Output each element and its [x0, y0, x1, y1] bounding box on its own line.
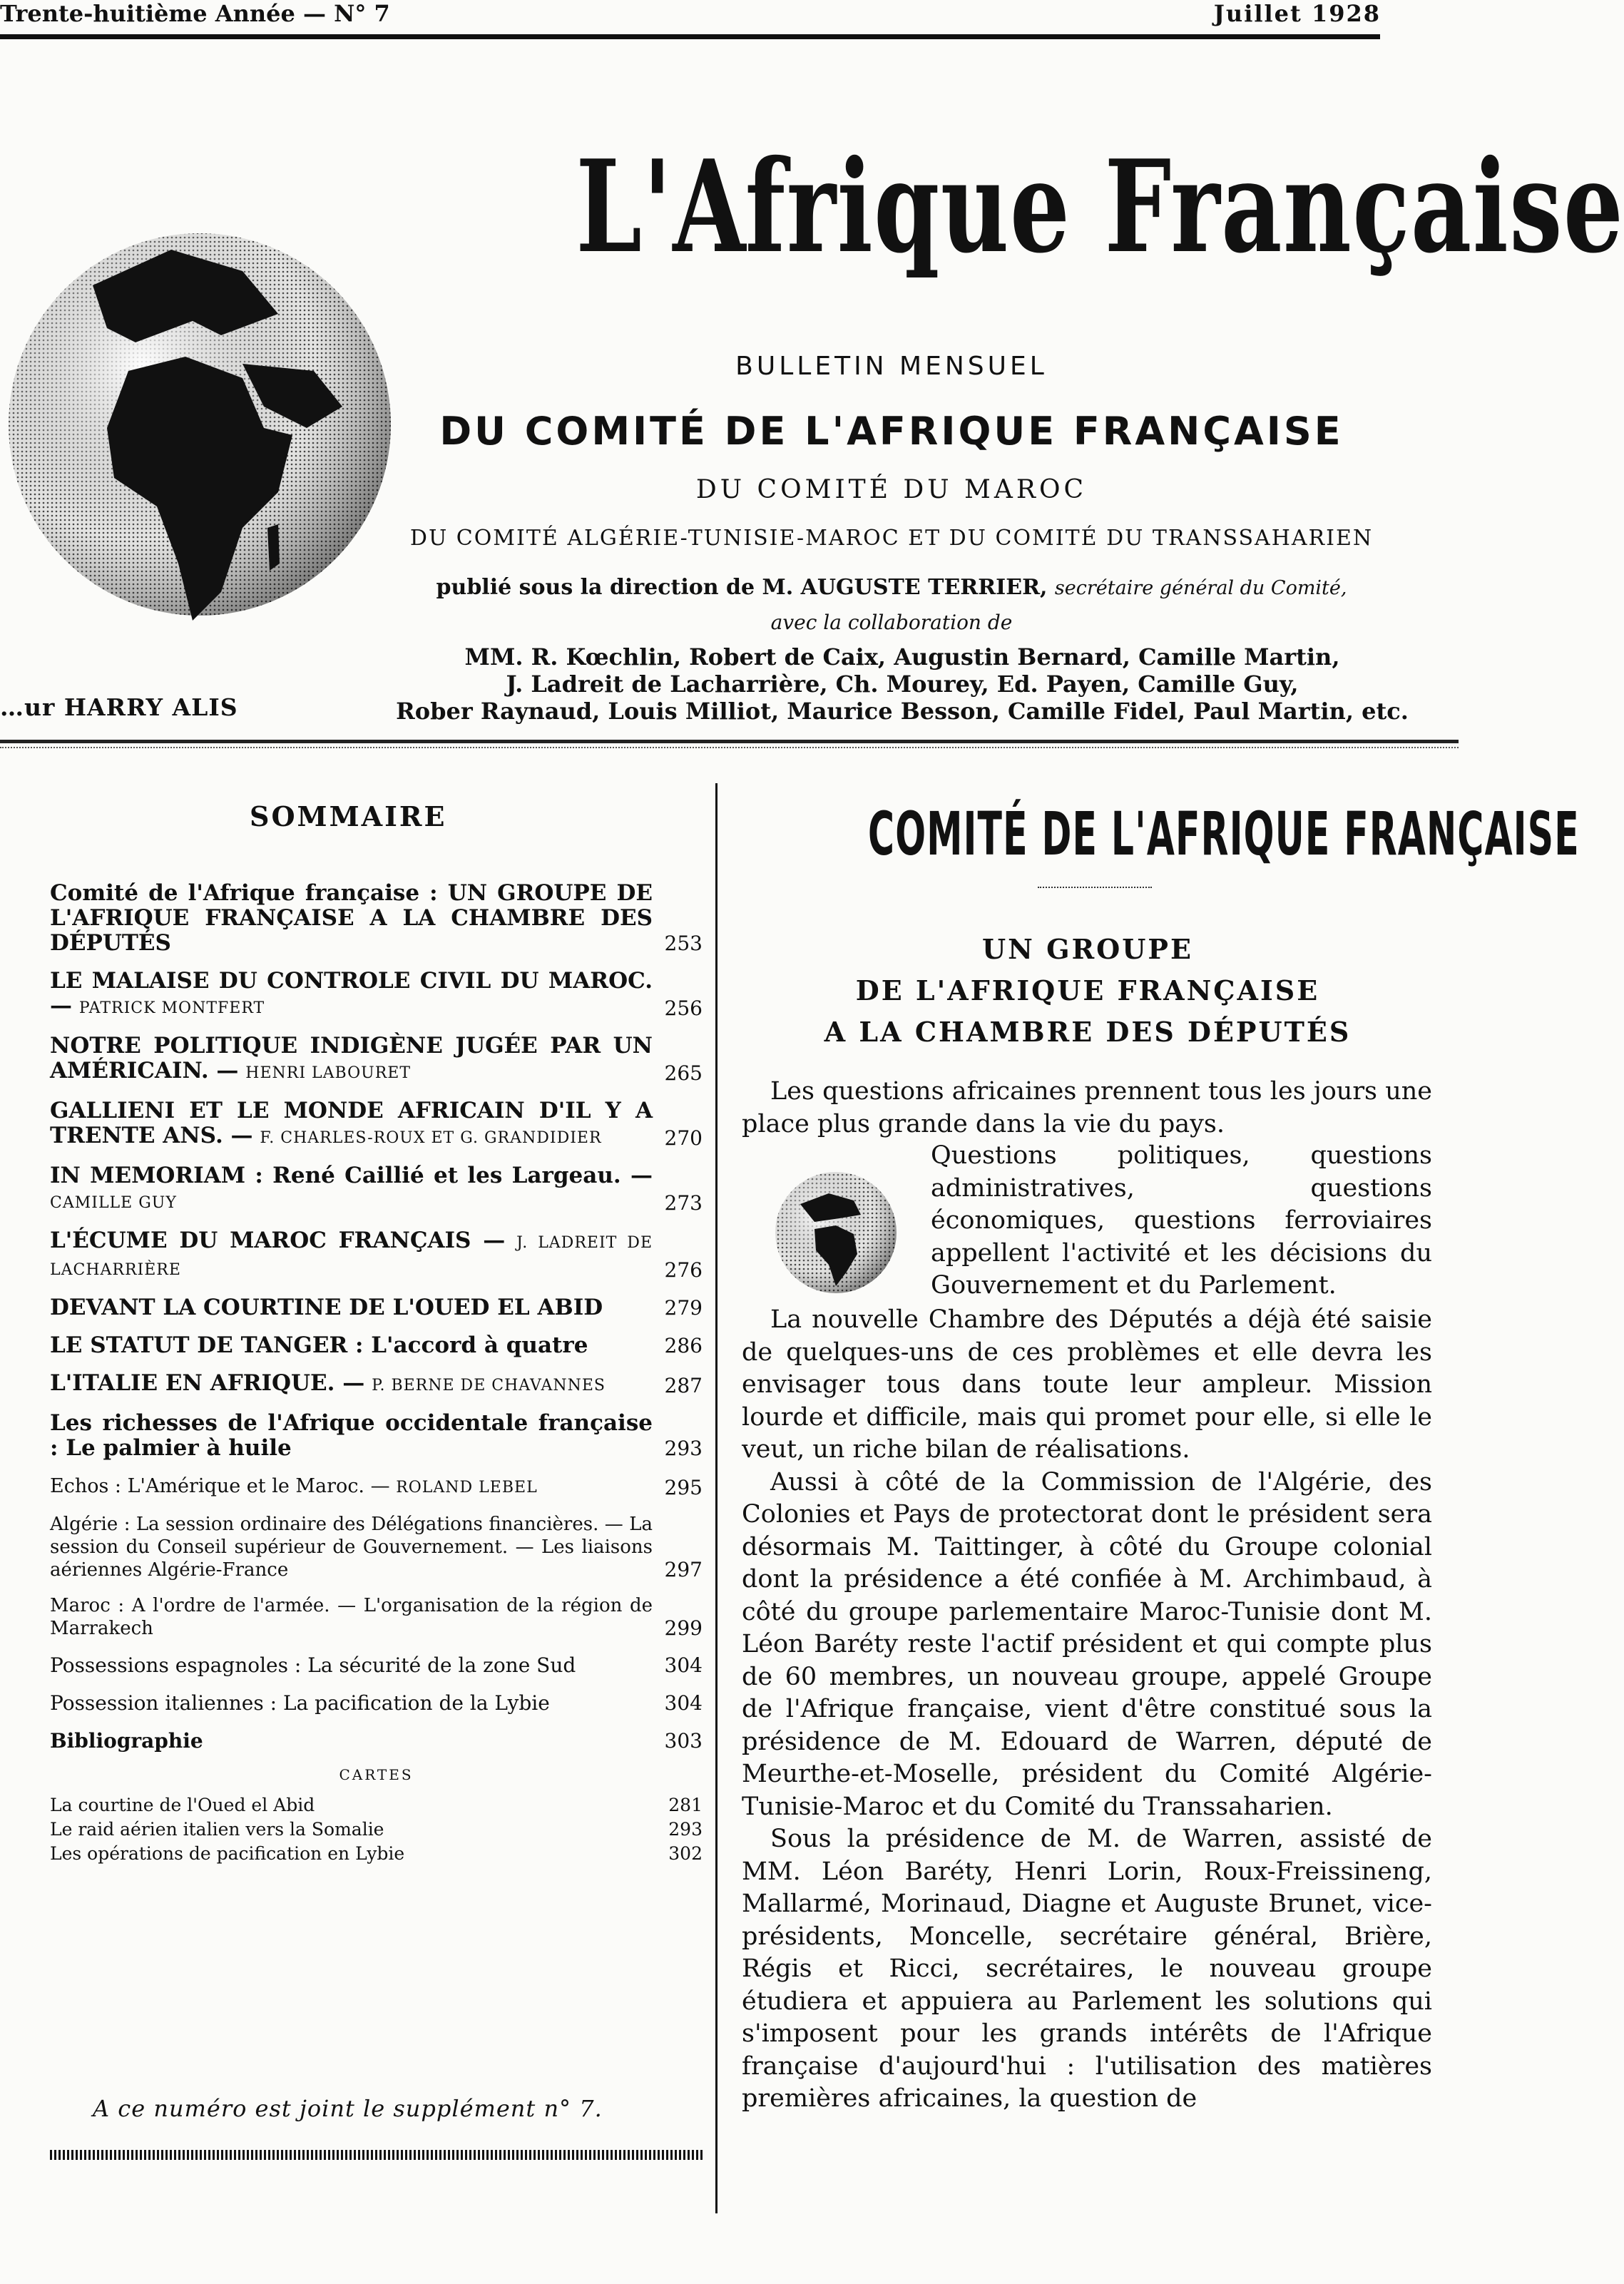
small-globe-illustration [772, 1168, 900, 1300]
supplement-note: A ce numéro est joint le supplément n° 7. [93, 2095, 603, 2122]
toc-entry [50, 1474, 703, 1500]
issue-date: Juillet 1928 [1213, 0, 1381, 27]
carte-label: Les opérations de pacification en Lybie [50, 1843, 405, 1864]
toc-entry [50, 1371, 703, 1398]
column-divider [715, 783, 717, 2213]
carte-label: La courtine de l'Oued el Abid [50, 1795, 315, 1815]
toc-entry-text: Bibliographie [50, 1729, 203, 1753]
cartes-title: CARTES [339, 1766, 414, 1783]
issue-number: Trente-huitième Année — N° 7 [0, 0, 390, 27]
carte-page: 302 [668, 1843, 703, 1864]
toc-entry [50, 1411, 703, 1461]
toc-entry-text: NOTRE POLITIQUE INDIGÈNE JUGÉE PAR UN AMÉRICAIN. — [50, 1033, 653, 1084]
collaborators-line: Rober Raynaud, Louis Milliot, Maurice Besson, Camille Fidel, Paul Martin, etc. [396, 698, 1409, 725]
toc-entry [50, 1098, 703, 1151]
toc-entry [50, 969, 703, 1021]
toc-entry-text: LE STATUT DE TANGER : L'accord à quatre [50, 1332, 588, 1358]
comite-heading: DU COMITÉ DE L'AFRIQUE FRANÇAISE [439, 409, 1344, 454]
toc-page: 253 [664, 932, 703, 955]
masthead-dotted-rule [0, 747, 1459, 748]
toc-author: P. BERNE DE CHAVANNES [372, 1377, 606, 1395]
article-paragraph-text: Aussi à côté de la Commission de l'Algérie, des Colonies et Pays de protectorat dont le président sera désormais M. Taittinger, à côté du Groupe colonial dont la présidence a été confiée à M. Archimbaud, à côté du groupe parlementaire Maroc-Tunisie dont M. Léon Baréty reste l'actif président et qui compte plus de 60 membres, un nouveau groupe, appelé Groupe de l'Afrique française, vient d'être constitué sous la présidence de M. Edouard de Warren, député de Meurthe-et-Moselle, président du Comité Algérie-Tunisie-Maroc et du Comité du Transsaharien. [742, 1467, 1432, 1821]
article-subtitle-line: UN GROUPE [982, 933, 1193, 965]
toc-page: 286 [664, 1334, 703, 1357]
article-subtitle-line: DE L'AFRIQUE FRANÇAISE [855, 974, 1320, 1006]
toc-page: 295 [664, 1476, 703, 1499]
toc-page: 270 [664, 1126, 703, 1150]
article-subtitle-line: A LA CHAMBRE DES DÉPUTÉS [824, 1016, 1352, 1048]
article-paragraph-text: Questions politiques, questions administratives, questions économiques, questions ferroviaires appellent l'activité et les décisions du Gouvernement et du Parlement. [931, 1141, 1432, 1300]
toc-entry-text: Possessions espagnoles : La sécurité de la zone Sud [50, 1653, 576, 1677]
toc-author: J. LADREIT DE LACHARRIÈRE [50, 1234, 653, 1279]
toc-page: 273 [664, 1191, 703, 1215]
collaborators-line: J. Ladreit de Lacharrière, Ch. Mourey, Ed. Payen, Camille Guy, [506, 671, 1299, 698]
toc-entry [50, 1513, 703, 1581]
header-rule [0, 34, 1380, 39]
toc-page: 304 [664, 1653, 703, 1677]
globe-illustration [7, 193, 392, 659]
toc-entry-text: DEVANT LA COURTINE DE L'OUED EL ABID [50, 1295, 603, 1320]
toc-entry-text: Maroc : A l'ordre de l'armée. — L'organisation de la région de Marrakech [50, 1595, 653, 1639]
article-paragraph [742, 1076, 1432, 1141]
wrapped-paragraph [931, 1140, 1432, 1302]
carte-label: Le raid aérien italien vers la Somalie [50, 1819, 384, 1840]
bottom-hatched-rule [50, 2150, 705, 2160]
carte-entry [50, 1793, 703, 1817]
toc-entry-text: GALLIENI ET LE MONDE AFRICAIN D'IL Y A TRENTE ANS. — [50, 1098, 653, 1148]
collaborators [371, 643, 1434, 725]
article-paragraph-text: La nouvelle Chambre des Députés a déjà été saisie de quelques-uns de ces problèmes et elle devra les envisager tous dans toute leur ampleur. Mission lourde et difficile, mais qui promet pour elle, si elle le veut, un riche bilan de réalisations. [742, 1305, 1432, 1464]
direction-line [357, 575, 1426, 600]
carte-entry [50, 1817, 703, 1842]
toc-entry-text: L'ITALIE EN AFRIQUE. — [50, 1370, 365, 1396]
toc-entry-text: Les richesses de l'Afrique occidentale française : Le palmier à huile [50, 1410, 653, 1461]
globe-icon [7, 193, 392, 656]
table-of-contents [50, 881, 703, 1866]
toc-page: 297 [664, 1558, 703, 1581]
bulletin-subtitle: BULLETIN MENSUEL [735, 352, 1048, 381]
toc-entry-text: Algérie : La session ordinaire des Délégations financières. — La session du Conseil supérieur de Gouvernement. — Les liaisons aériennes Algérie-France [50, 1514, 653, 1581]
toc-author: HENRI LABOURET [245, 1064, 411, 1082]
toc-author: PATRICK MONTFERT [78, 999, 265, 1017]
carte-entry [50, 1842, 703, 1866]
article-subtitle [727, 929, 1448, 1053]
toc-entry [50, 1295, 703, 1320]
toc-entry [50, 1333, 703, 1358]
section-title: COMITÉ DE L'AFRIQUE FRANÇAISE [868, 799, 1580, 869]
toc-page: 265 [664, 1061, 703, 1085]
article-body [742, 1304, 1432, 2116]
toc-page: 276 [664, 1258, 703, 1282]
toc-author: F. CHARLES-ROUX ET G. GRANDIDIER [260, 1129, 602, 1147]
toc-page: 299 [664, 1616, 703, 1640]
toc-entry-text: Comité de l'Afrique française : UN GROUPE DE L'AFRIQUE FRANÇAISE A LA CHAMBRE DES DÉPUTÉS [50, 880, 653, 956]
small-globe-icon [772, 1168, 900, 1297]
toc-entry-text: IN MEMORIAM : René Caillié et les Largeau. — [50, 1163, 653, 1188]
carte-page: 293 [668, 1819, 703, 1840]
toc-page: 303 [664, 1729, 703, 1753]
toc-entry-text: Echos : L'Amérique et le Maroc. — [50, 1475, 390, 1497]
toc-page: 293 [664, 1437, 703, 1460]
founder-label: …ur HARRY ALIS [0, 693, 238, 721]
masthead-title: L'Afrique Française [576, 132, 1624, 281]
toc-page: 256 [664, 996, 703, 1020]
masthead-rule [0, 740, 1459, 743]
article-paragraph-text: Les questions africaines prennent tous les jours une place plus grande dans la vie du pays. [742, 1077, 1432, 1138]
article-paragraph-text: Sous la présidence de M. de Warren, assisté de MM. Léon Baréty, Henri Lorin, Roux-Freissineng, Mallarmé, Morinaud, Diagne et Auguste Brunet, vice-présidents, Moncelle, secrétaire général, Brière, Régis et Ricci, secrétaires, le nouveau groupe étudiera et appuiera au Parlement les solutions qui s'imposent pour les grands intérêts de l'Afrique française d'aujourd'hui : l'utilisation des matières premières africaines, la question de [742, 1825, 1432, 2113]
toc-entry [50, 881, 703, 956]
toc-page: 279 [664, 1296, 703, 1320]
toc-entry-text: LE MALAISE DU CONTROLE CIVIL DU MAROC. — [50, 968, 653, 1019]
toc-entry [50, 1691, 703, 1715]
sommaire-title: SOMMAIRE [250, 800, 447, 832]
toc-author: CAMILLE GUY [50, 1194, 177, 1212]
collaborators-line: MM. R. Kœchlin, Robert de Caix, Augustin Bernard, Camille Martin, [464, 643, 1340, 671]
toc-entry [50, 1163, 703, 1215]
maroc-heading: DU COMITÉ DU MAROC [695, 475, 1088, 504]
toc-entry [50, 1034, 703, 1086]
toc-entry-text: L'ÉCUME DU MAROC FRANÇAIS — [50, 1228, 506, 1253]
toc-page: 287 [664, 1374, 703, 1397]
toc-author: ROLAND LEBEL [396, 1479, 538, 1497]
toc-entry [50, 1653, 703, 1678]
toc-entry [50, 1594, 703, 1640]
algerie-heading: DU COMITÉ ALGÉRIE-TUNISIE-MAROC ET DU COMITÉ DU TRANSSAHARIEN [409, 526, 1374, 551]
toc-entry [50, 1728, 703, 1753]
direction-text: publié sous la direction de M. AUGUSTE TERRIER, [436, 575, 1048, 600]
carte-page: 281 [668, 1795, 703, 1815]
toc-entry [50, 1228, 703, 1283]
toc-page: 304 [664, 1691, 703, 1715]
section-separator [1038, 887, 1152, 888]
direction-role: secrétaire général du Comité, [1054, 577, 1347, 599]
toc-entry-text: Possession italiennes : La pacification de la Lybie [50, 1691, 550, 1715]
collaboration-line: avec la collaboration de [770, 611, 1013, 634]
